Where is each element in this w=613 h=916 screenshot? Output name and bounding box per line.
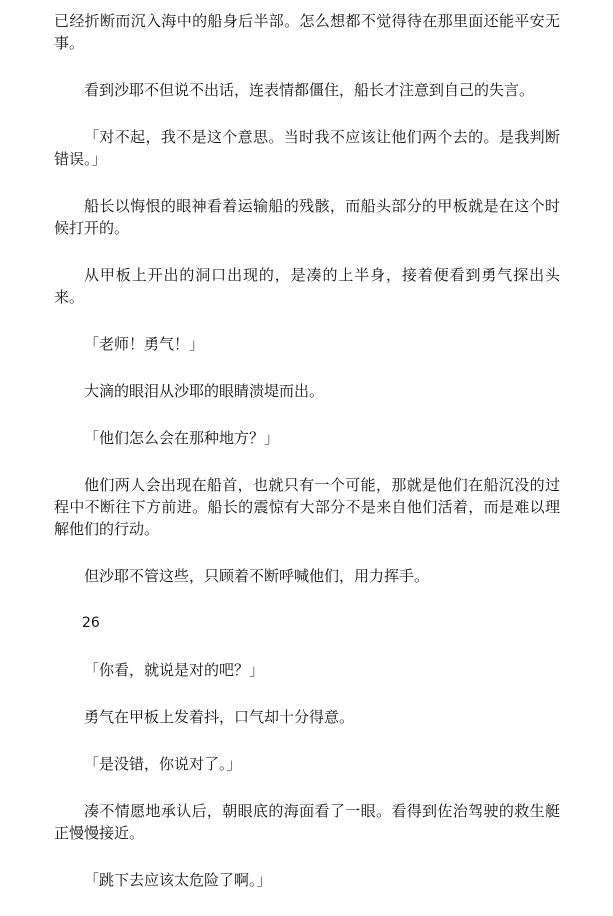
paragraph-7: 大滴的眼泪从沙耶的眼睛溃堤而出。 [84, 382, 325, 400]
paragraph-5: 从甲板上开出的洞口出现的，是凑的上半身，接着便看到勇气探出头来。 [54, 266, 560, 306]
paragraph-2: 看到沙耶不但说不出话，连表情都僵住，船长才注意到自己的失言。 [84, 81, 535, 99]
paragraph-4: 船长以悔恨的眼神看着运输船的残骸，而船头部分的甲板就是在这个时候打开的。 [54, 197, 560, 237]
paragraph-9: 他们两人会出现在船首，也就只有一个可能，那就是他们在船沉没的过程中不断往下方前进。船长的震惊有大部分不是来自他们活着，而是难以理解他们的行动。 [54, 476, 560, 538]
paragraph-10: 但沙耶不管这些，只顾着不断呼喊他们，用力挥手。 [84, 567, 430, 585]
paragraph-8: 「他们怎么会在那种地方？」 [84, 429, 280, 447]
document-page [54, 10, 560, 916]
paragraph-3: 「对不起，我不是这个意思。当时我不应该让他们两个去的。是我判断错误。」 [54, 128, 560, 168]
paragraph-11: 「你看，就说是对的吧？」 [84, 661, 265, 679]
paragraph-13: 「是没错，你说对了。」 [84, 755, 242, 773]
paragraph-1: 已经折断而沉入海中的船身后半部。怎么想都不觉得待在那里面还能平安无事。 [54, 12, 560, 52]
page-number: 26 [82, 615, 100, 631]
paragraph-12: 勇气在甲板上发着抖，口气却十分得意。 [84, 708, 355, 726]
paragraph-6: 「老师！勇气！」 [84, 335, 205, 353]
paragraph-15: 「跳下去应该太危险了啊。」 [84, 871, 272, 889]
paragraph-14: 凑不情愿地承认后，朝眼底的海面看了一眼。看得到佐治驾驶的救生艇正慢慢接近。 [54, 802, 560, 842]
